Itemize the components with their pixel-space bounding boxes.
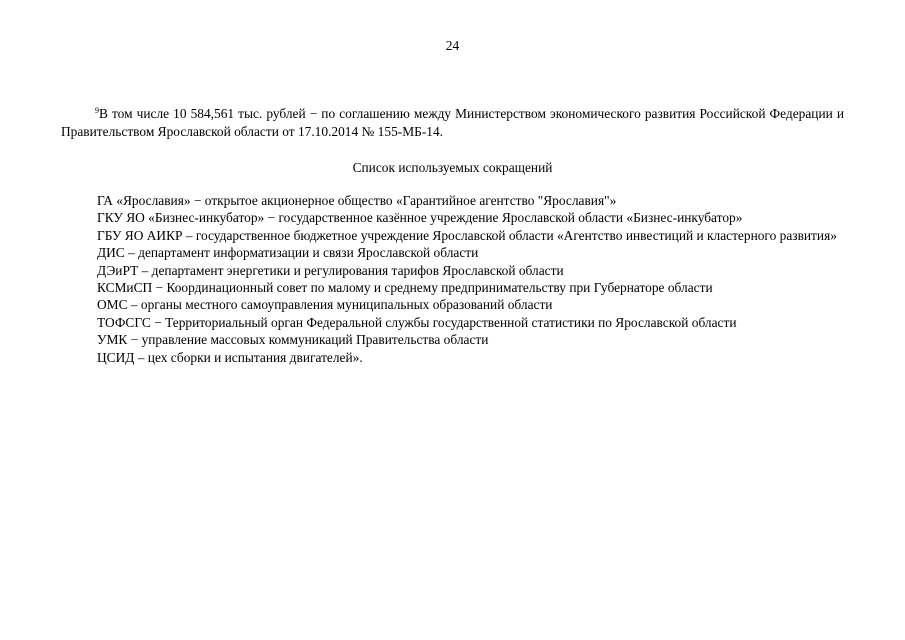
footnote [61,105,844,140]
abbreviation-item: ДЭиРТ – департамент энергетики и регулирования тарифов Ярославской области [97,262,564,278]
footnote-marker: 9 [95,106,99,115]
abbreviation-item: КСМиСП − Координационный совет по малому и среднему предпринимательству при Губернаторе области [97,280,713,296]
abbreviation-item: ДИС – департамент информатизации и связи Ярославской области [97,245,479,261]
abbreviation-item: ОМС – органы местного самоуправления муниципальных образований области [97,297,553,313]
abbreviation-list [61,192,844,366]
section-title: Список используемых сокращений [352,160,553,175]
abbreviation-item: УМК − управление массовых коммуникаций Правительства области [97,332,489,348]
abbreviation-item: ЦСИД – цех сборки и испытания двигателей». [97,349,363,365]
page-number: 24 [445,38,460,53]
abbreviation-item: ГКУ ЯО «Бизнес-инкубатор» − государственное казённое учреждение Ярославской области «Бизнес-инкубатор» [97,210,743,226]
abbreviation-item: ТОФСГС − Территориальный орган Федеральной службы государственной статистики по Ярославской области [97,314,737,330]
abbreviation-item: ГБУ ЯО АИКР – государственное бюджетное учреждение Ярославской области «Агентство инвестиций и кластерного развития» [97,227,837,243]
footnote-text: В том числе 10 584,561 тыс. рублей − по соглашению между Министерством экономического развития Российской Федерации и Правительством Ярославской области от 17.10.2014 № 155-МБ-14. [61,106,844,139]
abbreviation-item: ГА «Ярославия» − открытое акционерное общество «Гарантийное агентство "Ярославия"» [97,193,617,208]
